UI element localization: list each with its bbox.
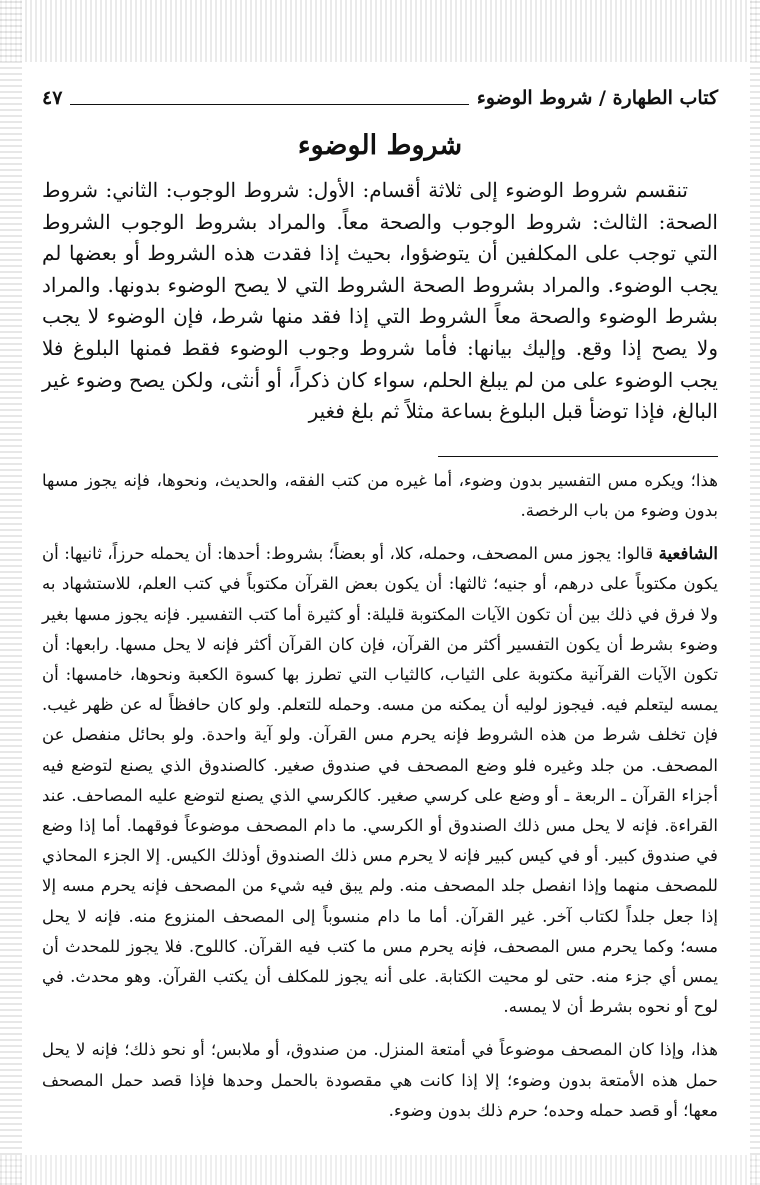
footnote-text: هذا، وإذا كان المصحف موضوعاً في أمتعة المنزل. من صندوق، أو ملابس؛ أو نحو ذلك؛ فإنه لا يحل حمل هذه الأمتعة بدون وضوء؛ إلا إذا كانت هي مقصودة بالحمل وحدها فإذا قصد حمل المصحف معها؛ أو قصد حمله وحده؛ حرم ذلك بدون وضوء. — [42, 1040, 718, 1120]
footnote-term: الشافعية — [658, 543, 718, 564]
footnote-paragraph — [42, 1034, 718, 1126]
running-header — [42, 80, 718, 116]
footnote-text: قالوا: يجوز مس المصحف، وحمله، كلا، أو بعضاً؛ بشروط: أحدها: أن يحمله حرزاً، ثانيها: أن يكون مكتوباً على درهم، أو جنيه؛ ثالثها: أن يكون بعض القرآن مكتوباً في كتب العلم، للاستشهاد به ولا فرق في ذلك بين أن تكون الآيات المكتوبة قليلة: أو كثيرة أما كتب التفسير. فإنه يجوز مسها بغير وضوء بشرط أن يكون التفسير أكثر من القرآن، فإن كان القرآن أكثر فإنه لا يحل مسها. رابعها: أن تكون الآيات القرآنية مكتوبة على الثياب، كالثياب التي تطرز بها كسوة الكعبة ونحوها، خامسها: أن يمسه ليتعلم فيه. فيجوز لوليه أن يمكنه من مسه. وحمله للتعلم. ولو كان حافظاً له عن ظهر غيب. فإن تخلف شرط من هذه الشروط فإنه يحرم مس القرآن. ولو آية واحدة. ولو بحائل منفصل عن المصحف. من جلد وغيره فلو وضع المصحف في صندوق صغير. كالصندوق الذي يصنع لتوضع فيه أجزاء القرآن ـ الربعة ـ أو وضع على كرسي صغير. كالكرسي الذي يصنع لتوضع عليه المصاحف. عند القراءة. فإنه لا يحل مس ذلك الصندوق أو الكرسي. ما دام المصحف موضوعاً فوقهما. أما إذا وضع في صندوق كبير. أو في كيس كبير فإنه لا يحرم مس ذلك الصندوق أوذلك الكيس. إلا الجزء المحاذي للمصحف منهما وإذا انفصل جلد المصحف منه. ولم يبق فيه شيء من المصحف فإنه يحرم مسه إلا إذا جعل جلداً لكتاب آخر. غير القرآن. أما ما دام منسوباً إلى المصحف المنزوع منه. فإنه لا يحل مسه؛ وكما يحرم مس المصحف، فإنه يحرم مس ما كتب فيه القرآن. كاللوح. فلا يجوز للمحدث أن يمس أي جزء منه. حتى لو محيت الكتابة. على أنه يجوز للمكلف أن يكتب القرآن. وهو محدث. في لوح أو نحوه بشرط أن لا يمسه. — [42, 544, 718, 1017]
chapter-title: شروط الوضوء — [297, 130, 463, 161]
page-content — [42, 80, 718, 1128]
footnote-paragraph — [42, 465, 718, 526]
page-scan-edge-left — [0, 0, 22, 1185]
page-number: ٤٧ — [42, 87, 63, 109]
footnotes — [42, 465, 718, 1126]
main-text — [42, 175, 718, 428]
header-rule — [70, 92, 468, 105]
footnote-text: هذا؛ ويكره مس التفسير بدون وضوء، أما غيره من كتب الفقه، والحديث، ونحوها، فإنه يجوز مسها بدون وضوء من باب الرخصة. — [42, 470, 719, 520]
running-title: كتاب الطهارة / شروط الوضوء — [476, 87, 718, 109]
page-scan-edge-right — [750, 0, 760, 1185]
page-scan-edge-bottom — [0, 1155, 760, 1185]
main-paragraph: تنقسم شروط الوضوء إلى ثلاثة أقسام: الأول: شروط الوجوب: الثاني: شروط الصحة: الثالث: شروط الوجوب والصحة معاً. والمراد بشروط الوجوب الشروط التي توجب على المكلفين أن يتوضؤوا، بحيث إذا فقدت هذه الشروط أو بعضها لم يجب الوضوء. والمراد بشروط الصحة الشروط التي لا يصح الوضوء بدونها. والمراد بشرط الوضوء والصحة معاً الشروط التي إذا فقد منها شرط، فإن الوضوء لا يجب ولا يصح إذا وقع. وإليك بيانها: فأما شروط وجوب الوضوء فقط فمنها البلوغ فلا يجب الوضوء على من لم يبلغ الحلم، سواء كان ذكراً، أو أنثى، ولكن يصح وضوء غير البالغ، فإذا توضأ قبل البلوغ بساعة مثلاً ثم بلغ فغير — [42, 178, 718, 424]
page-scan-edge-top — [0, 0, 760, 62]
footnote-paragraph — [42, 538, 718, 1022]
footnote-separator — [438, 456, 718, 457]
